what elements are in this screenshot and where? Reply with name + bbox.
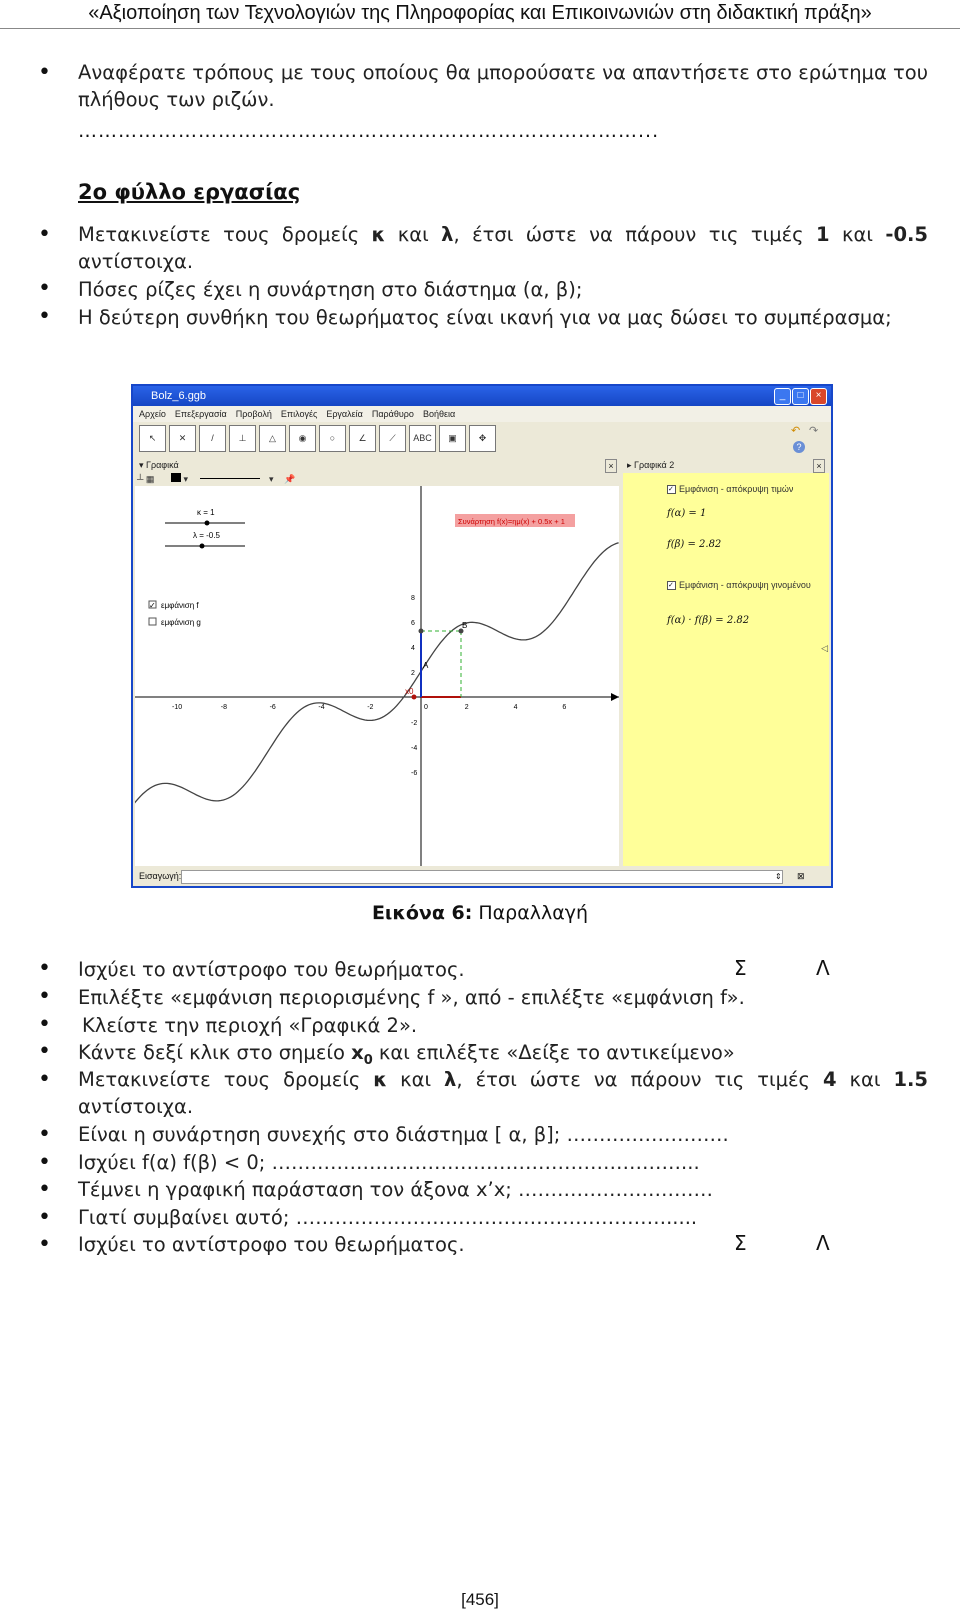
x-tick-label: -6 — [269, 704, 276, 711]
y-tick-label: -2 — [411, 720, 418, 727]
geogebra-window — [131, 384, 833, 888]
line-tool-icon[interactable]: / — [199, 425, 226, 452]
y-tick-label: -6 — [411, 770, 418, 777]
move-graphics-icon[interactable]: ✥ — [469, 425, 496, 452]
false-mark[interactable]: Λ — [816, 1231, 830, 1255]
menu-item-4[interactable]: Εργαλεία — [326, 409, 363, 419]
checkbox-show-product-label: Εμφάνιση - απόκρυψη γινομένου — [679, 580, 811, 590]
slider-k-handle[interactable] — [205, 521, 210, 526]
menu-item-5[interactable]: Παράθυρο — [371, 409, 414, 419]
sheet2-bullet-2: Πόσες ρίζες έχει η συνάρτηση στο διάστημα (α, β); — [78, 278, 583, 301]
false-mark[interactable]: Λ — [816, 956, 830, 980]
checkbox-show-product[interactable]: ✓ — [667, 581, 676, 590]
x-tick-label: 4 — [513, 704, 518, 711]
window-titlebar — [133, 386, 831, 406]
list-item-1: Ισχύει το αντίστροφο του θεωρήματος. — [78, 958, 465, 981]
polygon-tool-icon[interactable]: △ — [259, 425, 286, 452]
sheet2-bullet-3: Η δεύτερη συνθήκη του θεωρήματος είναι ικανή για να μας δώσει το συμπέρασμα; — [78, 306, 892, 329]
text-tool-icon[interactable]: ABC — [409, 425, 436, 452]
checkbox-show-values-label: Εμφάνιση - απόκρυψη τιμών — [679, 484, 794, 494]
x-tick-label: -10 — [172, 704, 183, 711]
worksheet-title: 2ο φύλλο εργασίας — [78, 180, 301, 204]
perpendicular-tool-icon[interactable]: ⊥ — [229, 425, 256, 452]
menu-item-3[interactable]: Επιλογές — [280, 409, 318, 419]
bullet: • — [38, 1122, 51, 1147]
intro-bullet-text: Αναφέρατε τρόπους με τους οποίους θα μπορούσατε να απαντήσετε στο ερώτημα του πλήθους των ριζών. — [78, 61, 928, 111]
pin-icon[interactable]: 📌 — [284, 474, 296, 484]
bullet: • — [38, 1067, 51, 1092]
move-tool-icon[interactable]: ↖ — [139, 425, 166, 452]
list-item-9: Γιατί συμβαίνει αυτό; …………………………………………………..... — [78, 1206, 698, 1229]
circle-three-points-icon[interactable]: ○ — [319, 425, 346, 452]
point-A[interactable] — [419, 629, 424, 634]
graphics-view[interactable] — [135, 486, 619, 866]
x-tick-label: -4 — [318, 704, 325, 711]
x-tick-labels — [172, 704, 566, 711]
angle-tool-icon[interactable]: ∠ — [349, 425, 376, 452]
slider-k-label: κ = 1 — [197, 508, 215, 517]
bullet: • — [38, 1012, 51, 1037]
list-item-5: Μετακινείστε τους δρομείς κ και λ, έτσι ώστε να πάρουν τις τιμές 4 και 1.5 αντίστοιχα. — [78, 1068, 928, 1118]
input-bar — [135, 869, 829, 884]
collapse-arrow-icon[interactable]: ◁ — [821, 643, 828, 653]
true-mark[interactable]: Σ — [734, 1231, 747, 1255]
input-dropdown-icon[interactable]: ⇕ — [775, 872, 782, 881]
slider-tool-icon[interactable]: ▣ — [439, 425, 466, 452]
slider-l-label: λ = -0.5 — [193, 531, 220, 540]
graphics2-view-label: ▸ Γραφικά 2 — [627, 460, 675, 470]
answer-dots: …………………………………………………………………………... — [78, 120, 660, 142]
x-tick-label: -2 — [367, 704, 374, 711]
undo-icon[interactable]: ↶ — [791, 425, 801, 437]
product-value: f(α) · f(β) = 2.82 — [667, 615, 750, 626]
bullet: • — [38, 276, 51, 301]
close-icon[interactable]: × — [810, 388, 827, 405]
page-number: [456] — [461, 1590, 499, 1609]
minimize-icon[interactable]: _ — [774, 388, 791, 405]
point-x0-label: x0 — [405, 687, 414, 696]
help-icon[interactable]: ? — [793, 441, 805, 453]
menu-bar — [133, 406, 831, 422]
point-A-label: A — [423, 661, 429, 670]
bullet: • — [38, 1205, 51, 1230]
checkbox-show-g[interactable] — [149, 618, 156, 625]
style-bar: ┴ ▦ ▾ ▾ 📌 — [137, 474, 296, 484]
x-tick-label: 2 — [464, 704, 469, 711]
x-tick-label: 0 — [424, 704, 428, 711]
menu-item-1[interactable]: Επεξεργασία — [174, 409, 227, 419]
x-axis-arrow — [611, 693, 619, 701]
menu-item-2[interactable]: Προβολή — [235, 409, 272, 419]
f-alpha-value: f(α) = 1 — [667, 508, 707, 519]
list-item-6: Είναι η συνάρτηση συνεχής στο διάστημα [ α, β]; ……………………. — [78, 1123, 729, 1146]
input-label: Εισαγωγή: — [139, 871, 182, 881]
reflect-tool-icon[interactable]: ⟋ — [379, 425, 406, 452]
list-item-2: Επιλέξτε «εμφάνιση περιορισμένης f », από - επιλέξτε «εμφάνιση f». — [78, 986, 745, 1009]
function-plot — [135, 486, 619, 866]
checkmark-icon: ✓ — [149, 601, 156, 610]
running-header: «Αξιοποίηση των Τεχνολογιών της Πληροφορίας και Επικοινωνιών στη διδακτική πράξη» — [0, 0, 960, 29]
bullet: • — [38, 956, 51, 981]
figure-caption: Εικόνα 6: Παραλλαγή — [371, 902, 589, 924]
y-tick-label: -4 — [411, 745, 418, 752]
graphics2-panel — [623, 473, 829, 866]
slider-l-handle[interactable] — [200, 544, 205, 549]
maximize-icon[interactable]: □ — [792, 388, 809, 405]
function-label: Συνάρτηση f(x)=ημ(x) + 0.5x + 1 — [458, 517, 565, 526]
bullet: • — [38, 1177, 51, 1202]
x-tick-label: -8 — [220, 704, 228, 711]
bullet: • — [38, 304, 51, 329]
bullet: • — [38, 60, 51, 85]
y-tick-label: 2 — [411, 670, 415, 677]
list-item-7: Ισχύει f(α) f(β) < 0; ………………………………………………………... — [78, 1151, 700, 1174]
y-tick-label: 8 — [411, 595, 415, 602]
grid-icon[interactable]: ▦ — [145, 474, 155, 484]
menu-item-6[interactable]: Βοήθεια — [422, 409, 456, 419]
y-tick-label: 6 — [411, 620, 415, 627]
color-swatch[interactable] — [171, 473, 181, 482]
x-tick-label: 6 — [562, 704, 567, 711]
circle-tool-icon[interactable]: ◉ — [289, 425, 316, 452]
toolbar — [133, 422, 831, 458]
sheet2-bullet-1: Μετακινείστε τους δρομείς κ και λ, έτσι ώστε να πάρουν τις τιμές 1 και -0.5 αντίστοιχα. — [78, 223, 928, 273]
bullet: • — [38, 1232, 51, 1257]
menu-item-0[interactable]: Αρχείο — [139, 409, 166, 419]
redo-icon[interactable]: ↷ — [809, 425, 819, 437]
bullet: • — [38, 1150, 51, 1175]
input-field[interactable] — [181, 870, 783, 884]
list-item-10: Ισχύει το αντίστροφο του θεωρήματος. — [78, 1233, 465, 1256]
true-mark[interactable]: Σ — [734, 956, 747, 980]
bullet: • — [38, 222, 51, 247]
list-item-3: Κλείστε την περιοχή «Γραφικά 2». — [82, 1014, 418, 1037]
window-title: Bolz_6.ggb — [151, 390, 207, 402]
bullet: • — [38, 1039, 51, 1064]
list-item-8: Τέμνει η γραφική παράσταση τον άξονα x’x; ………………………… — [78, 1178, 714, 1201]
f-beta-value: f(β) = 2.82 — [667, 539, 722, 550]
graphics-view-label: ▾ Γραφικά — [139, 460, 179, 470]
close-graphics2-icon[interactable]: × — [813, 459, 825, 473]
point-tool-icon[interactable]: ✕ — [169, 425, 196, 452]
axes-icon[interactable]: ┴ — [137, 474, 144, 484]
close-graphics-icon[interactable]: × — [605, 459, 617, 473]
y-tick-label: 4 — [411, 645, 415, 652]
point-B-label: B — [462, 621, 468, 630]
checkbox-show-g-label: εμφάνιση g — [161, 618, 201, 627]
input-help-icon[interactable]: ⊠ — [797, 871, 805, 881]
list-item-4: Κάντε δεξί κλικ στο σημείο $x_0$ και επιλέξτε «Δείξε το αντικείμενο» — [78, 1041, 735, 1068]
bullet: • — [38, 984, 51, 1009]
checkbox-show-values[interactable]: ✓ — [667, 485, 676, 494]
function-curve — [135, 543, 619, 812]
line-style-icon[interactable] — [200, 478, 260, 479]
checkbox-show-f-label: εμφάνιση f — [161, 601, 199, 610]
